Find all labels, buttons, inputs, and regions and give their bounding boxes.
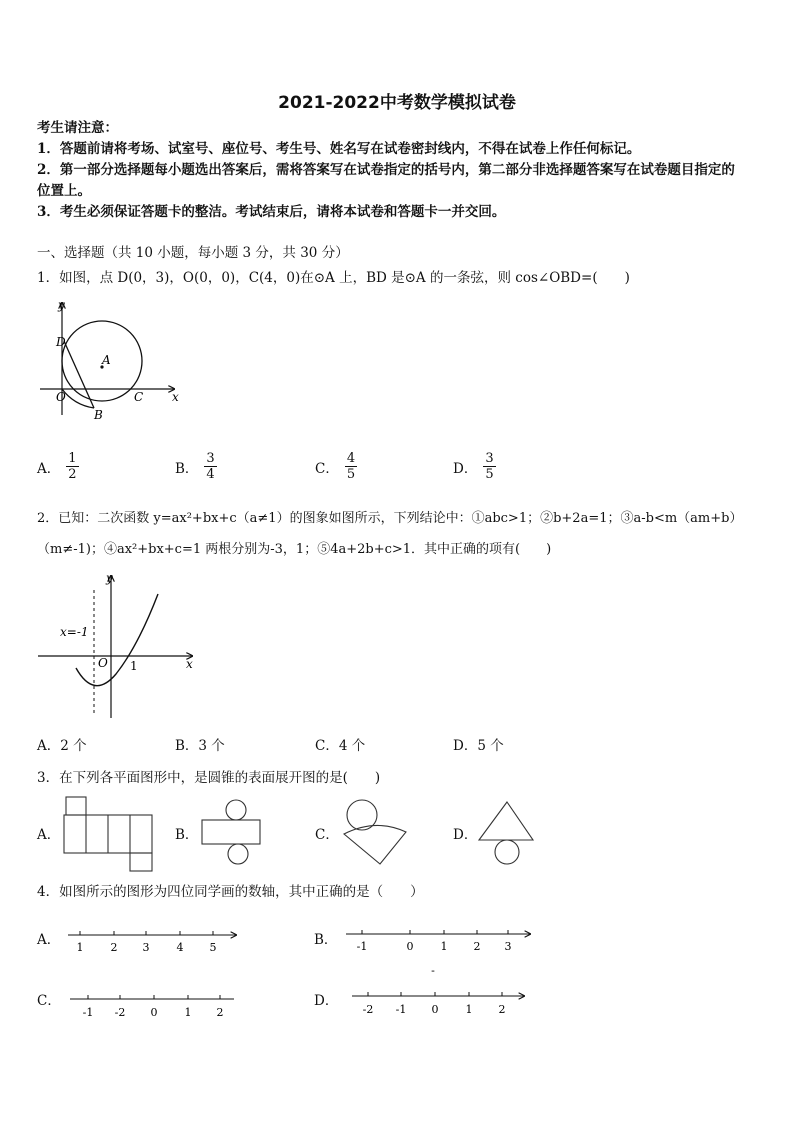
q2-figure — [34, 570, 199, 720]
tick-label: 1 — [76, 941, 84, 954]
tick-label: -1 — [356, 940, 368, 953]
tick-label: -2 — [114, 1006, 126, 1019]
tick-label: 0 — [150, 1006, 158, 1019]
q1-label-O: O — [56, 390, 66, 404]
tick-label: 1 — [465, 1003, 473, 1016]
q1-label-D: D — [56, 335, 66, 349]
q1-option-c-letter: C． — [315, 460, 339, 477]
notice-item-1: 1．答题前请将考场、试室号、座位号、考生号、姓名写在试卷密封线内，不得在试卷上作任何标记。 — [37, 141, 641, 157]
q1-label-A: A — [102, 353, 111, 367]
q4-numberline-c — [70, 991, 240, 1021]
q1-option-c[interactable] — [315, 451, 357, 482]
q1-option-b-fraction — [204, 451, 216, 482]
q2-label-x: x — [186, 657, 193, 671]
q1-option-a[interactable] — [37, 451, 79, 482]
tick-label: 1 — [440, 940, 448, 953]
numerator: 3 — [206, 451, 215, 466]
q2-stem-line1: 2．已知：二次函数 y=ax²+bx+c（a≠1）的图象如图所示，下列结论中：①abc>1；②b+2a=1；③a-b<m（am+b） — [37, 511, 743, 526]
notice-item-2: 2．第一部分选择题每小题选出答案后，需将答案写在试卷指定的括号内，第二部分非选择题答案写在试卷题目指定的 — [37, 162, 735, 178]
q2-label-axis: x=-1 — [60, 625, 89, 639]
notice-item-2-cont: 位置上。 — [37, 183, 91, 199]
q2-label-y: y — [106, 571, 113, 585]
q3-option-d[interactable]: D． — [453, 827, 478, 843]
q1-label-y: y — [58, 298, 65, 312]
tick-label: -1 — [82, 1006, 94, 1019]
tick-label: 0 — [406, 940, 414, 953]
tick-label: -2 — [362, 1003, 374, 1016]
q1-label-x: x — [172, 390, 179, 404]
stray-mark: - — [431, 964, 435, 977]
q3-figure-d-triangle-circle — [476, 800, 538, 868]
q4-option-d[interactable]: D． — [314, 993, 339, 1009]
q2-option-d[interactable]: D．5 个 — [453, 738, 504, 754]
q3-figure-b-cylinder-net — [198, 798, 263, 868]
q3-option-b[interactable]: B． — [175, 827, 199, 843]
tick-label: 2 — [473, 940, 481, 953]
tick-label: -1 — [395, 1003, 407, 1016]
q1-option-a-fraction — [66, 451, 78, 482]
q1-option-b[interactable] — [175, 451, 217, 482]
tick-label: 3 — [142, 941, 150, 954]
tick-label: 4 — [176, 941, 184, 954]
tick-label: 2 — [498, 1003, 506, 1016]
numerator: 1 — [68, 451, 77, 466]
tick-label: 2 — [216, 1006, 224, 1019]
q3-option-a[interactable]: A． — [37, 827, 61, 843]
notice-heading: 考生请注意： — [37, 120, 118, 136]
q1-option-b-letter: B． — [175, 460, 199, 477]
q1-option-c-fraction — [345, 451, 357, 482]
q2-label-one: 1 — [130, 659, 138, 673]
denominator: 5 — [346, 467, 356, 482]
q1-label-C: C — [134, 390, 144, 404]
tick-label: 0 — [431, 1003, 439, 1016]
q2-stem-line2: （m≠-1)；④ax²+bx+c=1 两根分别为-3，1；⑤4a+2b+c>1．其中正确的项有( ) — [37, 542, 552, 557]
q1-label-B: B — [94, 408, 103, 422]
page-title: 2021-2022中考数学模拟试卷 — [278, 93, 516, 113]
q4-numberline-a — [68, 928, 243, 958]
q3-option-c[interactable]: C． — [315, 827, 339, 843]
section-heading: 一、选择题（共 10 小题，每小题 3 分，共 30 分） — [37, 245, 349, 261]
q2-option-b[interactable]: B．3 个 — [175, 738, 225, 754]
tick-label: 3 — [504, 940, 512, 953]
q1-figure — [34, 297, 184, 422]
q1-option-a-letter: A． — [37, 460, 61, 477]
q2-label-O: O — [98, 656, 108, 670]
q4-numberline-b — [346, 924, 536, 976]
q1-option-d[interactable] — [453, 451, 496, 482]
q1-option-d-letter: D． — [453, 460, 478, 477]
q3-figure-c-cone-net — [338, 798, 413, 870]
q2-option-c[interactable]: C．4 个 — [315, 738, 366, 754]
q4-option-b[interactable]: B． — [314, 932, 338, 948]
denominator: 4 — [206, 467, 215, 482]
numerator: 4 — [346, 451, 356, 466]
q4-option-c[interactable]: C． — [37, 993, 61, 1009]
q4-stem: 4．如图所示的图形为四位同学画的数轴，其中正确的是（ ） — [37, 884, 424, 900]
q4-numberline-d — [352, 987, 532, 1019]
numerator: 3 — [485, 451, 494, 466]
tick-label: 2 — [110, 941, 118, 954]
q3-stem: 3．在下列各平面图形中，是圆锥的表面展开图的是( ) — [37, 770, 381, 786]
q4-option-a[interactable]: A． — [37, 932, 61, 948]
q2-option-a[interactable]: A．2 个 — [37, 738, 87, 754]
tick-label: 5 — [209, 941, 217, 954]
tick-label: 1 — [184, 1006, 192, 1019]
q1-stem: 1．如图，点 D(0，3)，O(0，0)，C(4，0)在⊙A 上，BD 是⊙A 的一条弦，则 cos∠OBD=( ) — [37, 270, 630, 286]
q3-figure-a-cube-net — [62, 795, 157, 875]
notice-item-3: 3．考生必须保证答题卡的整洁。考试结束后，请将本试卷和答题卡一并交回。 — [37, 204, 506, 220]
denominator: 5 — [485, 467, 494, 482]
q1-option-d-fraction — [483, 451, 495, 482]
denominator: 2 — [68, 467, 77, 482]
